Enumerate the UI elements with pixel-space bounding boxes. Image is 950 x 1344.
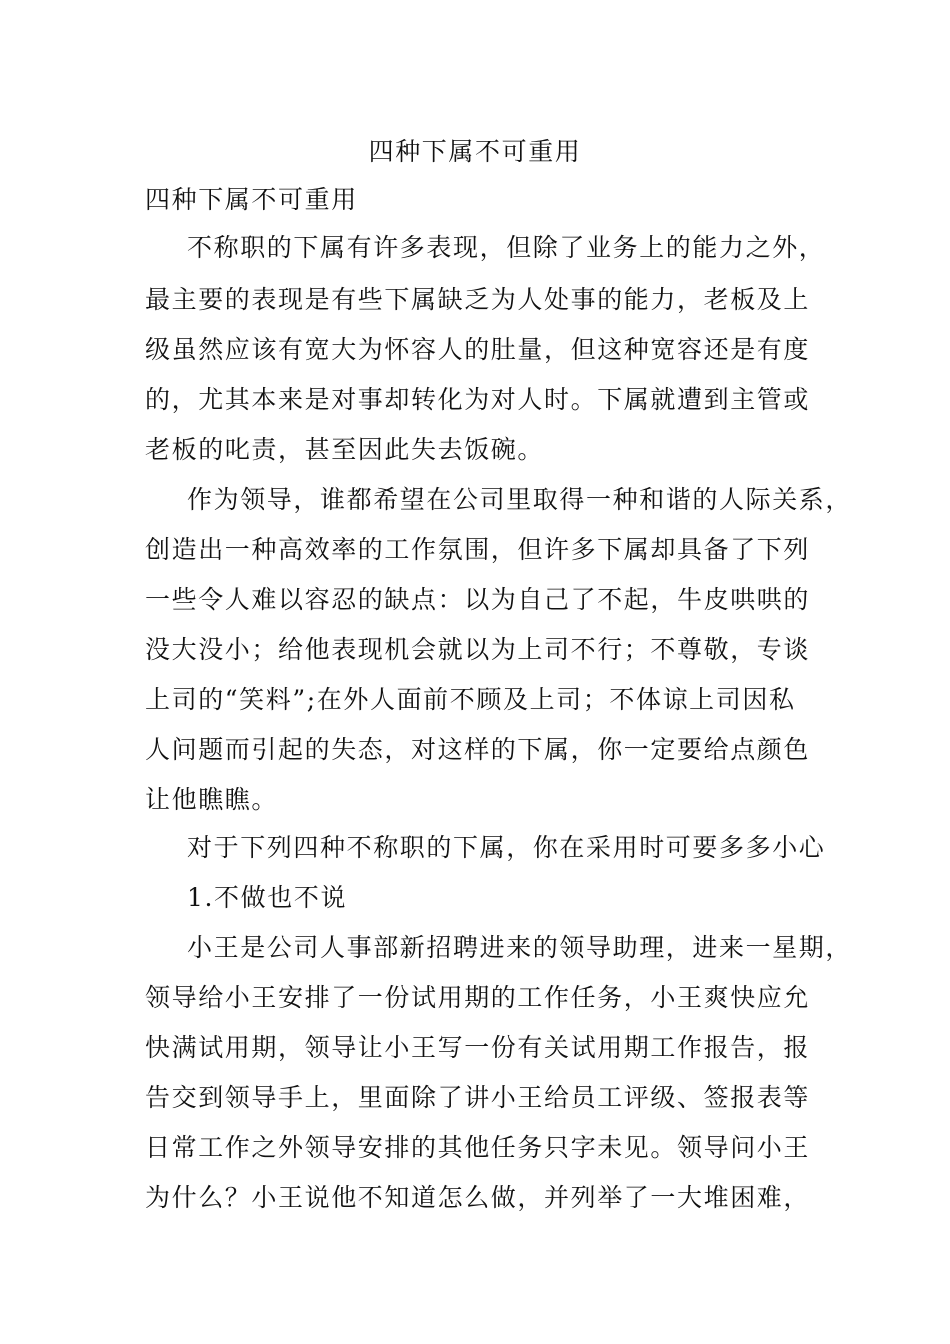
- text-line: 人问题而引起的失态，对这样的下属，你一定要给点颜色: [145, 735, 811, 764]
- text-line: 为什么？小王说他不知道怎么做，并列举了一大堆困难，: [145, 1183, 811, 1212]
- text-line: 对于下列四种不称职的下属，你在采用时可要多多小心: [187, 833, 826, 862]
- text-line: 日常工作之外领导安排的其他任务只字未见。领导问小王: [145, 1133, 811, 1162]
- text-line: 1.不做也不说: [187, 883, 348, 912]
- text-line: 没大没小；给他表现机会就以为上司不行；不尊敬，专谈: [145, 635, 811, 664]
- text-line: 让他瞧瞧。: [145, 785, 279, 814]
- document-title: 四种下属不可重用: [368, 137, 582, 166]
- text-line: 不称职的下属有许多表现，但除了业务上的能力之外，: [187, 233, 826, 262]
- text-line: 老板的叱责，甚至因此失去饭碗。: [145, 435, 545, 464]
- text-line: 领导给小王安排了一份试用期的工作任务，小王爽快应允: [145, 983, 811, 1012]
- text-line: 创造出一种高效率的工作氛围，但许多下属却具备了下列: [145, 535, 811, 564]
- text-line: 的，尤其本来是对事却转化为对人时。下属就遭到主管或: [145, 385, 811, 414]
- text-line: 作为领导，谁都希望在公司里取得一种和谐的人际关系，: [187, 485, 853, 514]
- section-heading: 四种下属不可重用: [145, 185, 358, 214]
- text-line: 快满试用期，领导让小王写一份有关试用期工作报告，报: [145, 1033, 811, 1062]
- text-line: 一些令人难以容忍的缺点：以为自己了不起，牛皮哄哄的: [145, 585, 811, 614]
- text-line: 最主要的表现是有些下属缺乏为人处事的能力，老板及上: [145, 285, 811, 314]
- text-line: 告交到领导手上，里面除了讲小王给员工评级、签报表等: [145, 1083, 811, 1112]
- text-line: 小王是公司人事部新招聘进来的领导助理，进来一星期，: [187, 933, 853, 962]
- text-line: 上司的“笑料”;在外人面前不顾及上司；不体谅上司因私: [145, 685, 796, 714]
- text-line: 级虽然应该有宽大为怀容人的肚量，但这种宽容还是有度: [145, 335, 811, 364]
